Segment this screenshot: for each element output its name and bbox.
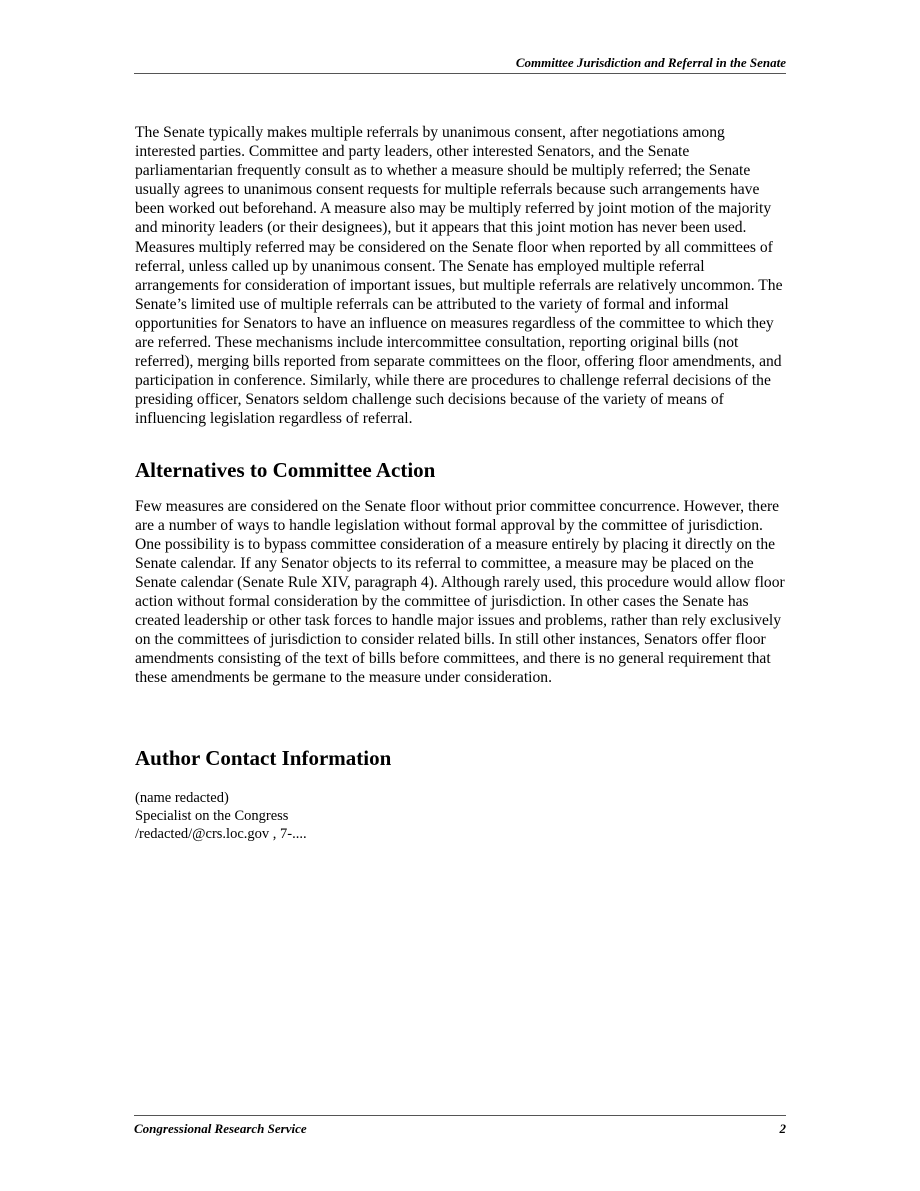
paragraph-alternatives: Few measures are considered on the Senate floor without prior committee concurrence. However, there are a number of ways to handle legislation without formal approval by the committee of jurisdiction. One possibility is to bypass committee consideration of a measure entirely by placing it directly on the Senate calendar. If any Senator objects to its referral to committee, a measure may be placed on the Senate calendar (Senate Rule XIV, paragraph 4). Although rarely used, this procedure would allow floor action without formal consideration by the committee of jurisdiction. In other cases the Senate has created leadership or other task forces to handle major issues and problems, rather than rely exclusively on the committees of jurisdiction to consider related bills. In still other instances, Senators offer floor amendments consisting of the text of bills before committees, and there is no general requirement that these amendments be germane to the measure under consideration. xyxy=(135,497,785,687)
footer-page-number: 2 xyxy=(779,1121,786,1136)
heading-author-contact-information: Author Contact Information xyxy=(135,746,392,771)
running-footer xyxy=(134,1115,786,1137)
footer-organization: Congressional Research Service xyxy=(134,1121,307,1136)
paragraph-multiple-referrals: The Senate typically makes multiple referrals by unanimous consent, after negotiations among interested parties. Committee and party leaders, other interested Senators, and the Senate parliamentarian frequently consult as to whether a measure should be multiply referred; the Senate usually agrees to unanimous consent requests for multiple referrals because such arrangements have been worked out beforehand. A measure also may be multiply referred by joint motion of the majority and minority leaders (or their designees), but it appears that this joint motion has never been used. Measures multiply referred may be considered on the Senate floor when reported by all committees of referral, unless called up by unanimous consent. The Senate has employed multiple referral arrangements for consideration of important issues, but multiple referrals are relatively uncommon. The Senate’s limited use of multiple referrals can be attributed to the variety of formal and informal opportunities for Senators to have an influence on measures regardless of the committee to which they are referred. These mechanisms include intercommittee consultation, reporting original bills (not referred), merging bills reported from separate committees on the floor, offering floor amendments, and participation in conference. Similarly, while there are procedures to challenge referral decisions of the presiding officer, Senators seldom challenge such decisions because of the variety of means of influencing legislation regardless of referral. xyxy=(135,124,783,428)
author-title: Specialist on the Congress xyxy=(135,808,289,825)
running-header xyxy=(134,55,786,74)
author-contact-block xyxy=(135,789,787,843)
page-content xyxy=(135,123,787,843)
author-email-phone: /redacted/@crs.loc.gov , 7-.... xyxy=(135,826,307,843)
running-header-title: Committee Jurisdiction and Referral in the Senate xyxy=(515,55,786,70)
author-name: (name redacted) xyxy=(135,790,229,807)
heading-alternatives-to-committee-action: Alternatives to Committee Action xyxy=(135,457,436,482)
